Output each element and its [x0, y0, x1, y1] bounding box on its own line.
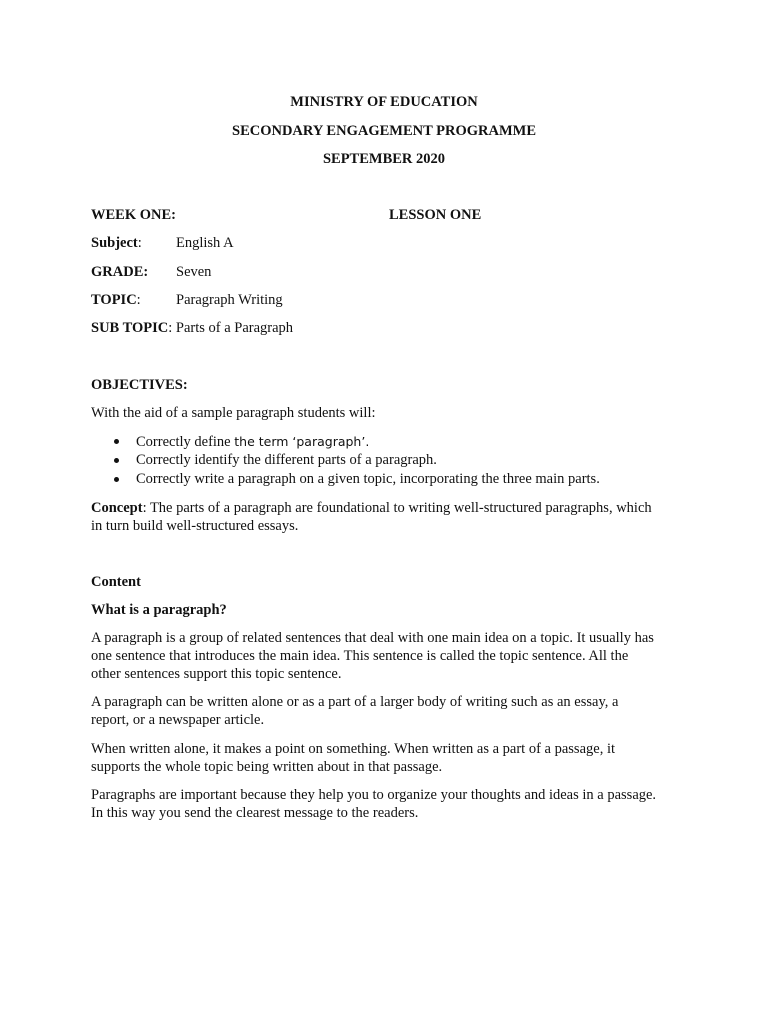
- text-line: one sentence that introduces the main idea. This sentence is called the topic sentence. All the: [91, 648, 629, 664]
- list-item: [112, 451, 600, 470]
- text-line: In this way you send the clearest message to the readers.: [91, 805, 419, 821]
- concept-text-line: in turn build well-structured essays.: [91, 518, 299, 534]
- text-line: A paragraph is a group of related sentences that deal with one main idea on a topic. It usually has: [91, 630, 654, 646]
- paragraph-3: [91, 740, 691, 776]
- text-line: Paragraphs are important because they help you to organize your thoughts and ideas in a passage.: [91, 787, 657, 803]
- subtopic-row: [91, 319, 293, 337]
- text-line: supports the whole topic being written about in that passage.: [91, 759, 443, 775]
- ministry-heading: MINISTRY OF EDUCATION: [290, 94, 478, 110]
- bullet-text: Correctly identify the different parts of a paragraph.: [136, 452, 437, 468]
- date-heading: SEPTEMBER 2020: [322, 151, 446, 167]
- bullet-text: Correctly write a paragraph on a given topic, incorporating the three main parts.: [136, 471, 600, 487]
- programme-heading: SECONDARY ENGAGEMENT PROGRAMME: [232, 123, 536, 139]
- grade-label: GRADE:: [91, 264, 149, 280]
- week-label: WEEK ONE:: [91, 207, 176, 223]
- objectives-list: [112, 432, 600, 489]
- concept-label: Concept: [91, 500, 143, 516]
- subtopic-value: : Parts of a Paragraph: [168, 320, 294, 336]
- bullet-icon: [114, 458, 119, 463]
- bullet-text: Correctly define: [136, 434, 235, 450]
- list-item: [112, 432, 600, 451]
- subject-value: English A: [176, 235, 234, 251]
- content-heading: Content: [91, 574, 141, 590]
- bullet-icon: [114, 477, 119, 482]
- question-heading: What is a paragraph?: [91, 602, 227, 618]
- objectives-intro: With the aid of a sample paragraph students will:: [91, 405, 376, 421]
- text-line: other sentences support this topic sentence.: [91, 666, 342, 682]
- concept-paragraph: [91, 499, 691, 535]
- paragraph-2: [91, 693, 691, 729]
- lesson-label: LESSON ONE: [389, 207, 482, 223]
- paragraph-1: [91, 629, 691, 683]
- bullet-icon: [114, 439, 119, 444]
- topic-value: Paragraph Writing: [176, 292, 283, 308]
- subject-colon: :: [137, 235, 142, 251]
- subject-row: [91, 234, 142, 252]
- topic-colon: :: [136, 292, 141, 308]
- topic-row: [91, 291, 141, 309]
- text-line: report, or a newspaper article.: [91, 712, 265, 728]
- text-line: When written alone, it makes a point on something. When written as a part of a passage, it: [91, 741, 616, 757]
- bullet-text-term: the term ‘paragraph’.: [234, 434, 370, 449]
- objectives-heading: OBJECTIVES:: [91, 377, 188, 393]
- subject-label: Subject: [91, 235, 138, 251]
- grade-value: Seven: [176, 264, 212, 280]
- text-line: A paragraph can be written alone or as a part of a larger body of writing such as an essay, a: [91, 694, 619, 710]
- paragraph-4: [91, 786, 691, 822]
- subtopic-label: SUB TOPIC: [91, 320, 169, 336]
- concept-text-line: : The parts of a paragraph are foundational to writing well-structured paragraphs, which: [142, 500, 652, 516]
- list-item: [112, 470, 600, 489]
- topic-label: TOPIC: [91, 292, 137, 308]
